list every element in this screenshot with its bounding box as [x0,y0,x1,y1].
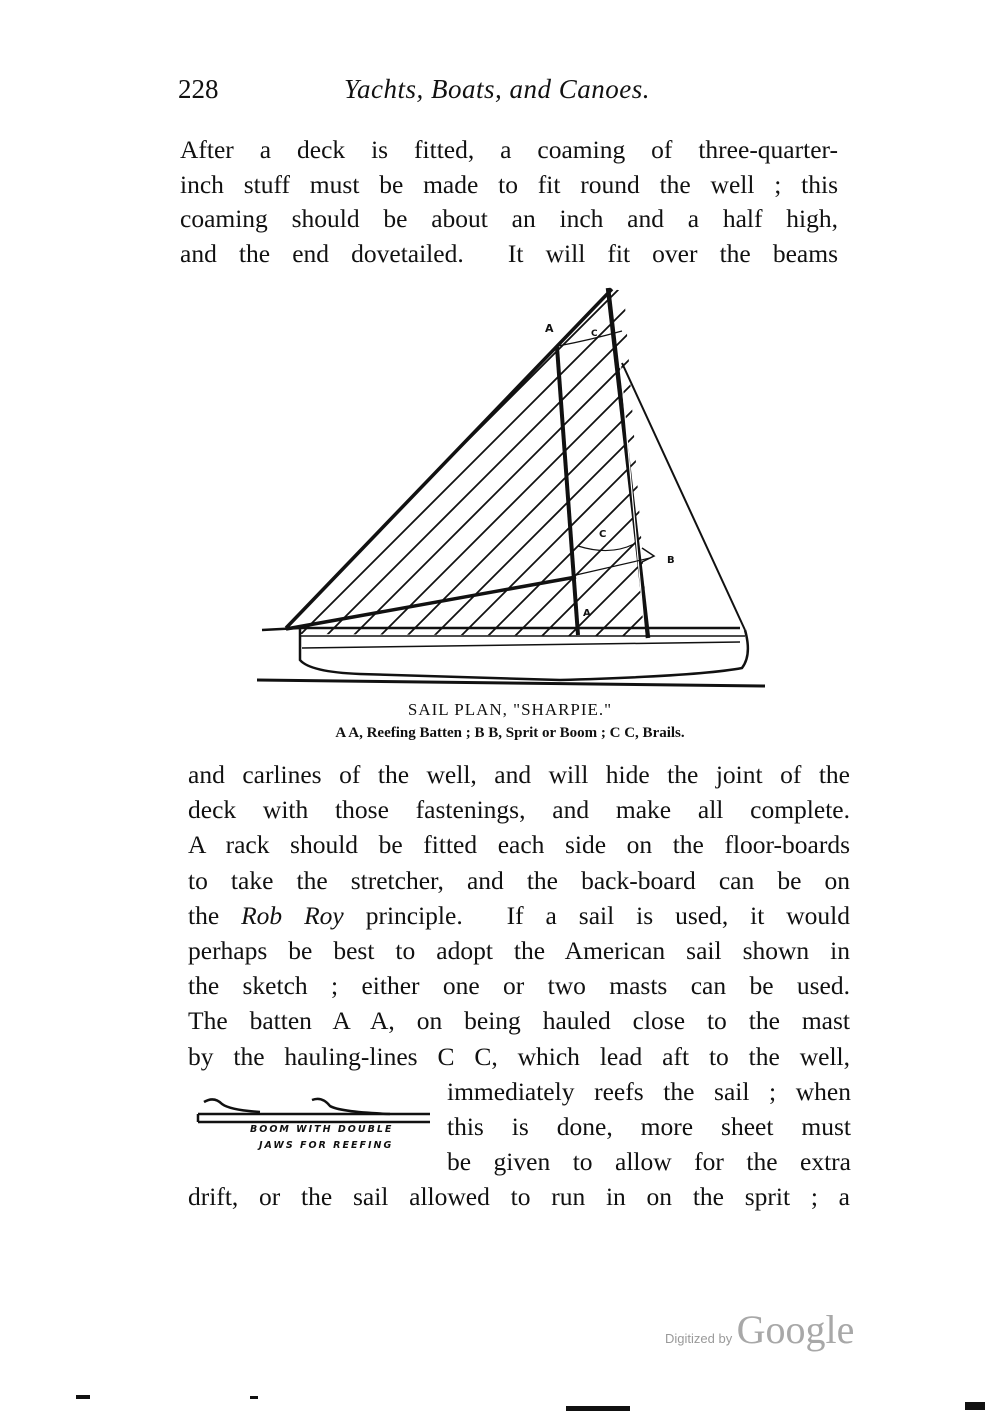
text-segment: and carlines of the well, and will hide the joint of the [188,760,850,789]
text-line [188,900,850,932]
hatch-line [849,260,988,680]
hatch-line [903,260,988,680]
digitized-by-label: Digitized by [665,1331,733,1346]
sail-outline [257,288,765,686]
hatch-line [822,260,988,680]
hatch-line [768,260,988,680]
text-segment: be given to allow for the extra [447,1147,851,1177]
scan-mark [76,1395,90,1399]
text-segment: drift, or the sail allowed to run in on the sprit ; a [188,1182,850,1212]
sail-hatching [0,260,988,680]
hatch-line [390,260,810,680]
scan-mark [566,1406,630,1411]
hatch-line [201,260,621,680]
mast [608,288,648,638]
hatch-line [363,260,783,680]
hatch-line [552,260,972,680]
text-segment: the sketch ; either one or two masts can be used. [188,971,850,1001]
text-line [188,865,850,897]
text-line [188,1005,850,1037]
text-line [188,1041,850,1073]
text-segment: inch stuff must be made to fit round the well ; this [180,169,838,199]
hatch-line [633,260,988,680]
text-segment: The batten A A, on being hauled close to the mast [188,1006,850,1036]
page-number: 228 [178,74,219,104]
text-line [188,794,850,826]
hatch-line [0,260,297,680]
text-segment: perhaps be best to adopt the American sail shown in [188,936,850,965]
hatch-line [471,260,891,680]
boom-caption-1: BOOM WITH DOUBLE [250,1124,394,1135]
figure-caption-title: SAIL PLAN, "SHARPIE." [407,700,613,719]
rubbing-strake [302,642,740,648]
hatch-line [66,260,486,680]
text-line [188,829,850,861]
jaw-1 [204,1099,260,1112]
text-line [447,1111,851,1143]
text-segment: by the hauling-lines C C, which lead aft to the well, [188,1041,850,1071]
text-segment: to take the stretcher, and the back-board can be on [188,865,850,895]
hatch-line [309,260,729,680]
hatch-line [0,260,324,680]
hatch-line [714,260,988,680]
figure-caption-key: A A, Reefing Batten ; B B, Sprit or Boom ; C C, Brails. [335,725,685,741]
text-line [188,1181,850,1213]
text-segment: principle. If a sail is used, it would [343,900,850,930]
label-a-bottom: A [583,608,591,619]
text-segment: A rack should be fitted each side on the floor-boards [188,830,850,860]
waterline [257,680,765,686]
sail-luff [286,289,612,628]
label-a-top: A [545,322,554,335]
hatch-line [660,260,988,680]
hatch-line [12,260,432,680]
hatch-line [93,260,513,680]
label-b: B [667,555,675,566]
scan-mark [250,1396,258,1399]
text-segment: deck with those fastenings, and make all complete. [188,795,850,825]
hatch-line [579,260,988,680]
label-c-mid: C [599,529,607,540]
hatch-line [0,260,378,680]
text-line [188,970,850,1002]
text-segment: coaming should be about an inch and a half high, [180,204,838,233]
text-line [447,1076,851,1108]
text-line [188,759,850,791]
boom-caption-2: JAWS FOR REEFING [259,1140,394,1151]
boom [198,1114,430,1122]
hatch-line [606,260,988,680]
google-logo: Google [736,1307,855,1352]
label-c-top: C [591,329,598,339]
text-line [188,935,850,967]
hatch-line [174,260,594,680]
hatch-line [444,260,864,680]
digitized-by-google [665,1306,854,1353]
text-segment: immediately reefs the sail ; when [447,1076,851,1106]
running-title: Yachts, Boats, and Canoes. [344,74,651,104]
text-segment: this is done, more sheet must [447,1112,851,1141]
hatch-line [498,260,918,680]
hatch-line [0,260,270,680]
mast-highlight [620,360,645,636]
hatch-line [876,260,988,680]
jaw-2 [312,1099,390,1114]
scan-mark [965,1402,985,1410]
hatch-line [795,260,988,680]
hatch-line [120,260,540,680]
hatch-line [39,260,459,680]
hatch-line [930,260,988,680]
text-segment: the [188,900,242,930]
deck-line [262,628,740,630]
text-segment: and the end dovetailed. It will fit over the beams [180,238,838,268]
hatch-line [687,260,988,680]
hatch-line [741,260,988,680]
italic-text: Rob Roy [241,900,344,930]
boom-jaws-figure [190,1088,440,1128]
text-line [447,1146,851,1178]
text-segment: After a deck is fitted, a coaming of three-quarter- [180,135,838,164]
